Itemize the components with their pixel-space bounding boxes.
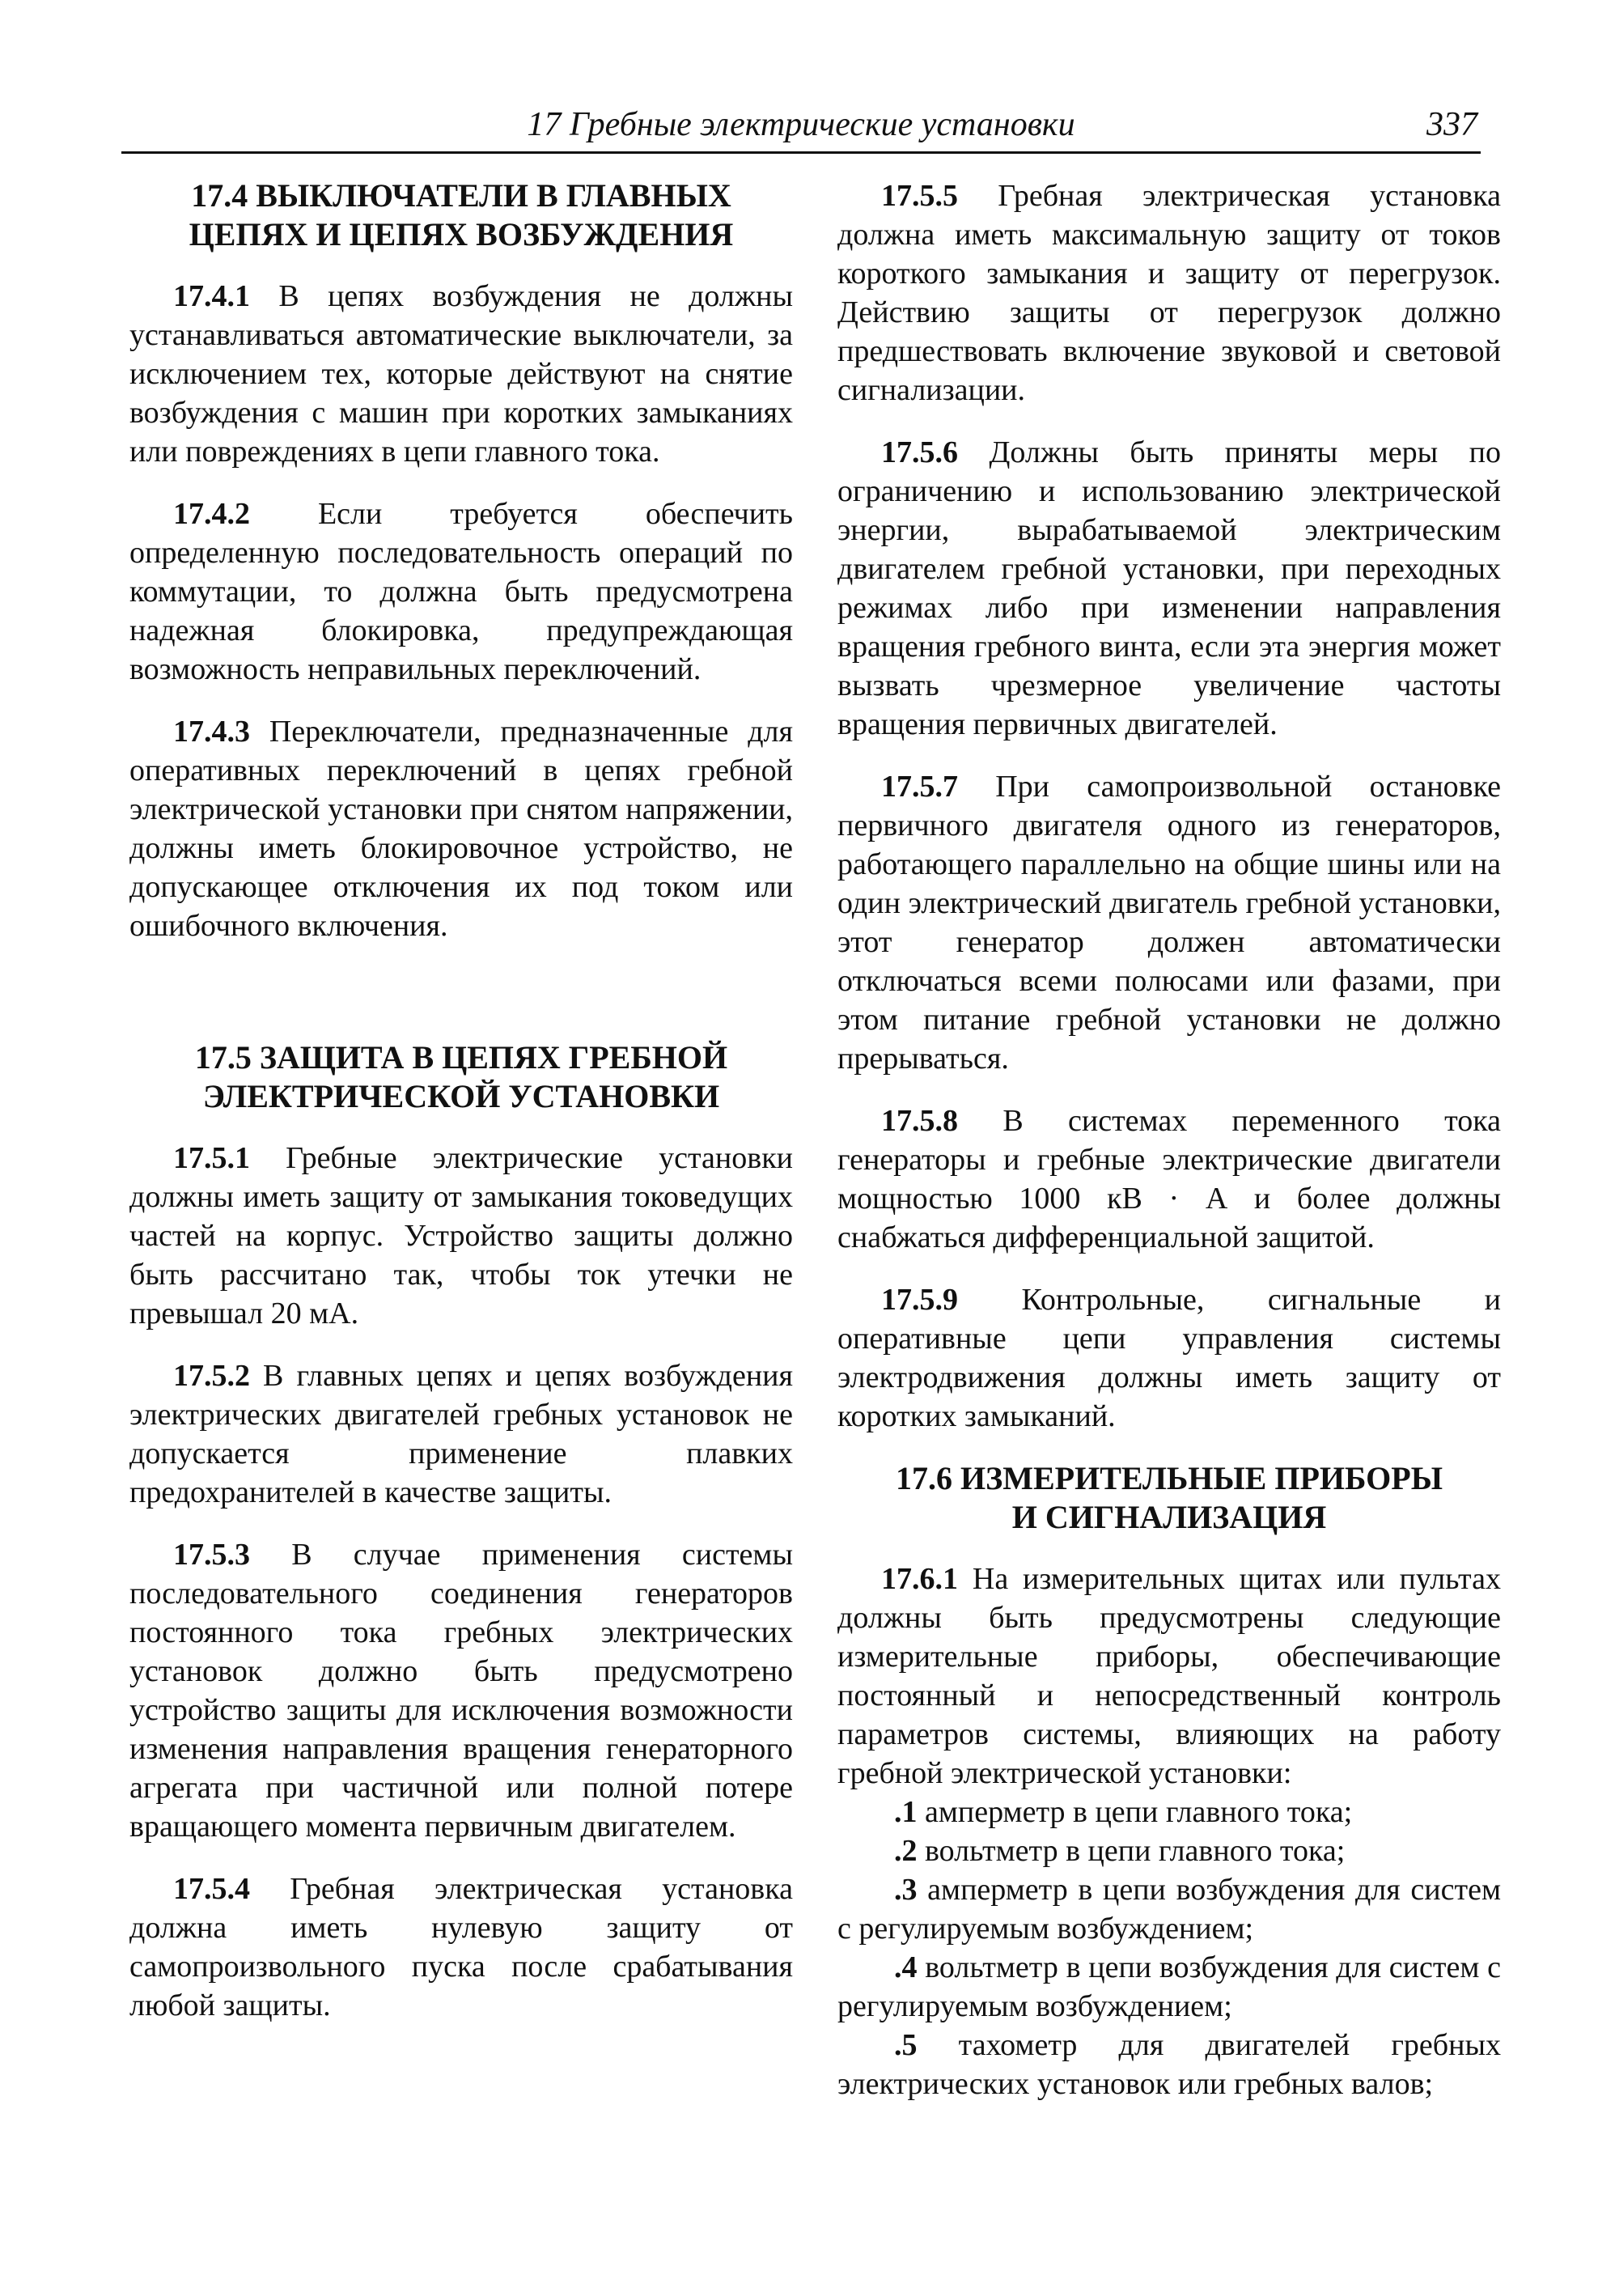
- paragraph-number: 17.5.7: [881, 770, 958, 804]
- paragraph-number: 17.4.1: [173, 279, 250, 313]
- paragraph-17-4-3: [129, 712, 793, 945]
- paragraph-number: 17.4.3: [173, 715, 250, 749]
- right-column: [837, 176, 1501, 2103]
- section-title-17-6: [837, 1459, 1501, 1537]
- running-title: 17 Гребные электрические установки: [527, 106, 1075, 143]
- paragraph-17-4-2: [129, 494, 793, 689]
- paragraph-17-5-2: [129, 1356, 793, 1512]
- list-item-text: вольтметр в цепи главного тока;: [917, 1834, 1346, 1868]
- paragraph-number: 17.5.3: [173, 1538, 250, 1572]
- list-item-text: амперметр в цепи главного тока;: [917, 1795, 1353, 1829]
- paragraph-17-5-1: [129, 1139, 793, 1333]
- section-title-17-4: [129, 176, 793, 254]
- paragraph-text: Если требуется обеспечить определенную последовательность операций по коммутации, то должна быть предусмотрена надежная блокировка, предупреждающая возможность неправильных переключений.: [129, 497, 793, 686]
- list-item: [837, 2026, 1501, 2103]
- paragraph-17-5-5: [837, 176, 1501, 410]
- paragraph-text: Переключатели, предназначенные для оперативных переключений в цепях гребной электрической установки при снятом напряжении, должны иметь блокировочное устройство, не допускающее отключения их под током или ошибочного включения.: [129, 715, 793, 943]
- list-item: [837, 1948, 1501, 2026]
- paragraph-17-5-8: [837, 1101, 1501, 1257]
- list-item-number: .2: [894, 1834, 918, 1868]
- paragraph-number: 17.6.1: [881, 1562, 958, 1596]
- paragraph-17-5-7: [837, 767, 1501, 1078]
- section-title-line: И СИГНАЛИЗАЦИЯ: [1011, 1499, 1327, 1535]
- paragraph-17-6-1: [837, 1560, 1501, 1793]
- list-item-text: амперметр в цепи возбуждения для систем с регулируемым возбуждением;: [837, 1873, 1501, 1946]
- paragraph-17-5-6: [837, 433, 1501, 744]
- page-number: 337: [1426, 106, 1477, 143]
- paragraph-text: В случае применения системы последовательного соединения генераторов постоянного тока гребных электрических установок должно быть предусмотрено устройство защиты для исключения возможности изменения направления вращения генераторного агрегата при частичной или полной потере вращающего момента первичным двигателем.: [129, 1538, 793, 1844]
- paragraph-number: 17.5.2: [173, 1359, 250, 1393]
- paragraph-text: При самопроизвольной остановке первичного двигателя одного из генераторов, работающего параллельно на общие шины или на один электрический двигатель гребной установки, этот генератор должен автоматически отключаться всеми полюсами или фазами, при этом питание гребной установки не должно прерываться.: [837, 770, 1501, 1076]
- page-header: [121, 104, 1481, 154]
- paragraph-number: 17.5.4: [173, 1872, 250, 1906]
- paragraph-17-4-1: [129, 277, 793, 471]
- section-title-line: ЭЛЕКТРИЧЕСКОЙ УСТАНОВКИ: [202, 1078, 720, 1114]
- list-item-number: .3: [894, 1873, 918, 1907]
- paragraph-number: 17.4.2: [173, 497, 250, 531]
- list-item-number: .1: [894, 1795, 918, 1829]
- paragraph-text: В системах переменного тока генераторы и гребные электрические двигатели мощностью 1000 кВ · А и более должны снабжаться дифференциальной защитой.: [837, 1104, 1501, 1254]
- paragraph-number: 17.5.8: [881, 1104, 958, 1138]
- paragraph-text: На измерительных щитах или пультах должны быть предусмотрены следующие измерительные приборы, обеспечивающие постоянный и непосредственный контроль параметров системы, влияющих на работу гребной электрической установки:: [837, 1562, 1501, 1790]
- list-item-text: тахометр для двигателей гребных электрических установок или гребных валов;: [837, 2028, 1501, 2101]
- left-column: [129, 176, 793, 2048]
- list-item-text: вольтметр в цепи возбуждения для систем с регулируемым возбуждением;: [837, 1950, 1501, 2023]
- paragraph-17-5-9: [837, 1280, 1501, 1436]
- section-title-line: ЦЕПЯХ И ЦЕПЯХ ВОЗБУЖДЕНИЯ: [189, 216, 734, 253]
- paragraph-text: Гребная электрическая установка должна иметь нулевую защиту от самопроизвольного пуска после срабатывания любой защиты.: [129, 1872, 793, 2022]
- paragraph-text: В цепях возбуждения не должны устанавливаться автоматические выключатели, за исключением тех, которые действуют на снятие возбуждения с машин при коротких замыканиях или повреждениях в цепи главного тока.: [129, 279, 793, 469]
- list-item: [837, 1831, 1501, 1870]
- paragraph-text: Должны быть приняты меры по ограничению и использованию электрической энергии, вырабатываемой электрическим двигателем гребной установки, при переходных режимах либо при изменении направления вращения гребного винта, если эта энергия может вызвать чрезмерное увеличение частоты вращения первичных двигателей.: [837, 435, 1501, 741]
- paragraph-text: Гребные электрические установки должны иметь защиту от замыкания токоведущих частей на корпус. Устройство защиты должно быть рассчитано так, чтобы ток утечки не превышал 20 мА.: [129, 1141, 793, 1330]
- paragraph-number: 17.5.6: [881, 435, 958, 469]
- section-title-17-5: [129, 1038, 793, 1116]
- paragraph-17-5-4: [129, 1869, 793, 2025]
- paragraph-number: 17.5.9: [881, 1283, 958, 1317]
- list-item-number: .4: [894, 1950, 918, 1984]
- paragraph-text: Контрольные, сигнальные и оперативные цепи управления системы электродвижения должны иметь защиту от коротких замыканий.: [837, 1283, 1501, 1433]
- paragraph-number: 17.5.1: [173, 1141, 250, 1175]
- paragraph-17-5-3: [129, 1535, 793, 1846]
- list-item: [837, 1793, 1501, 1831]
- paragraph-text: Гребная электрическая установка должна иметь максимальную защиту от токов короткого замыкания и защиту от перегрузок. Действию защиты от перегрузок должно предшествовать включение звуковой и световой сигнализации.: [837, 179, 1501, 407]
- paragraph-number: 17.5.5: [881, 179, 958, 213]
- section-title-line: 17.5 ЗАЩИТА В ЦЕПЯХ ГРЕБНОЙ: [194, 1039, 728, 1076]
- paragraph-text: В главных цепях и цепях возбуждения электрических двигателей гребных установок не допускается применение плавких предохранителей в качестве защиты.: [129, 1359, 793, 1509]
- list-item-number: .5: [894, 2028, 918, 2062]
- section-title-line: 17.4 ВЫКЛЮЧАТЕЛИ В ГЛАВНЫХ: [191, 177, 731, 214]
- section-title-line: 17.6 ИЗМЕРИТЕЛЬНЫЕ ПРИБОРЫ: [895, 1460, 1443, 1496]
- list-item: [837, 1870, 1501, 1948]
